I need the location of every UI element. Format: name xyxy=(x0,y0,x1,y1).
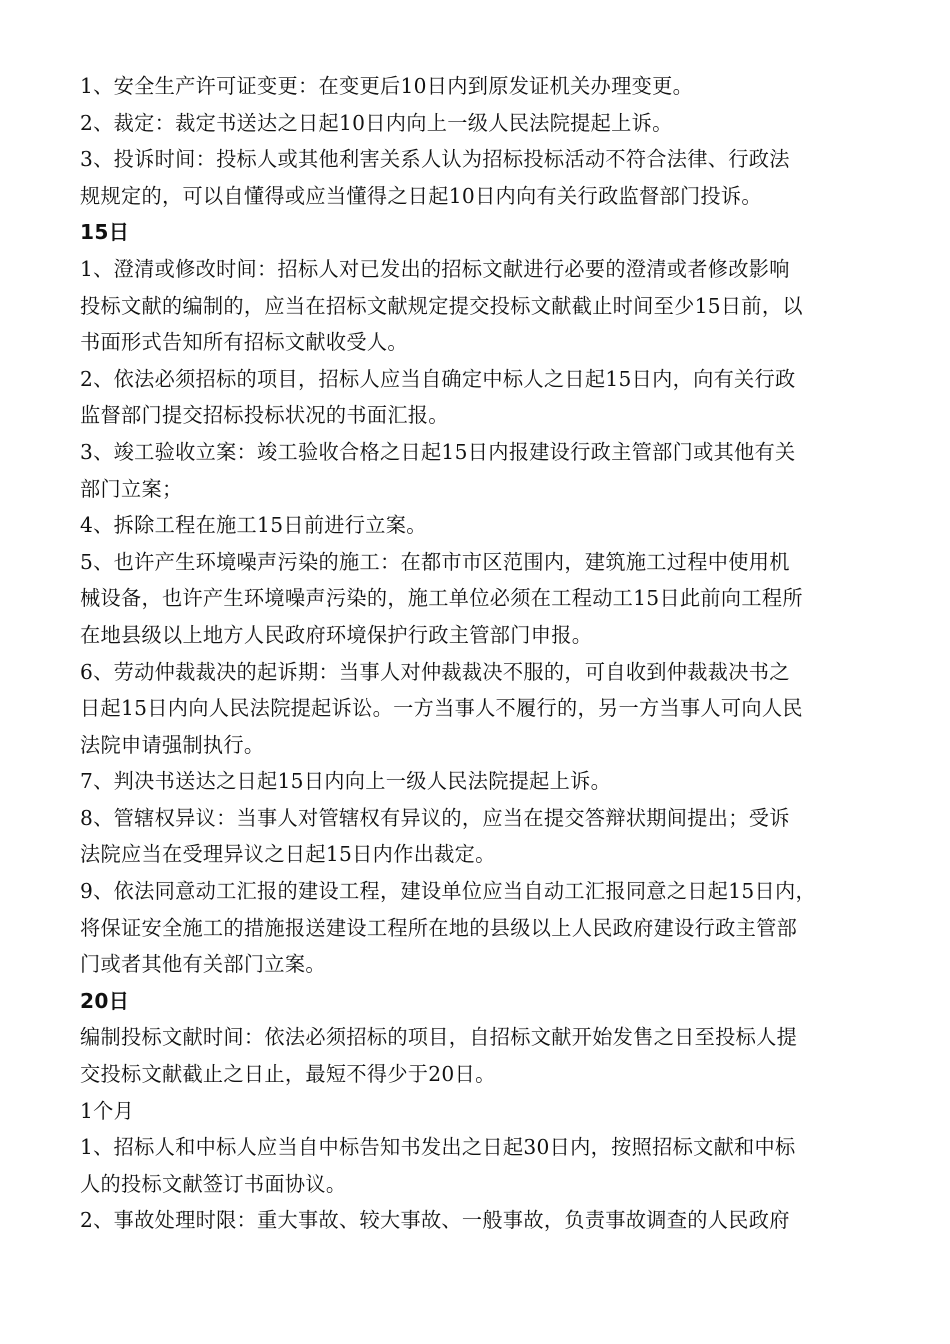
text-line-18: 日起15日内向人民法院提起诉讼。一方当事人不履行的，另一方当事人可向人民 xyxy=(80,696,803,721)
text-line-2: 2、裁定：裁定书送达之日起10日内向上一级人民法院提起上诉。 xyxy=(80,110,673,135)
text-line-8: 书面形式告知所有招标文献收受人。 xyxy=(80,330,408,355)
text-line-24: 将保证安全施工的措施报送建设工程所在地的县级以上人民政府建设行政主管部 xyxy=(80,915,798,940)
text-line-4: 规规定的，可以自懂得或应当懂得之日起10日内向有关行政监督部门投诉。 xyxy=(80,183,762,208)
text-line-21: 8、管辖权异议：当事人对管辖权有异议的，应当在提交答辩状期间提出；受诉 xyxy=(80,805,790,830)
text-line-32: 2、事故处理时限：重大事故、较大事故、一般事故，负责事故调查的人民政府 xyxy=(80,1208,790,1233)
text-line-27: 编制投标文献时间：依法必须招标的项目，自招标文献开始发售之日至投标人提 xyxy=(80,1025,798,1050)
text-line-1: 1、安全生产许可证变更：在变更后10日内到原发证机关办理变更。 xyxy=(80,74,694,98)
text-line-12: 部门立案； xyxy=(80,476,183,501)
section-heading-20-days: 20日 xyxy=(80,988,130,1013)
text-line-10: 监督部门提交招标投标状况的书面汇报。 xyxy=(80,403,449,428)
text-line-13: 4、拆除工程在施工15日前进行立案。 xyxy=(80,513,427,538)
text-line-30: 1、招标人和中标人应当自中标告知书发出之日起30日内，按照招标文献和中标 xyxy=(80,1135,796,1160)
text-line-14: 5、也许产生环境噪声污染的施工：在都市市区范围内，建筑施工过程中使用机 xyxy=(80,549,790,574)
text-line-9: 2、依法必须招标的项目，招标人应当自确定中标人之日起15日内，向有关行政 xyxy=(80,366,796,391)
text-line-3: 3、投诉时间：投标人或其他利害关系人认为招标投标活动不符合法律、行政法 xyxy=(80,147,790,172)
text-line-22: 法院应当在受理异议之日起15日内作出裁定。 xyxy=(80,842,496,867)
section-heading-15-days: 15日 xyxy=(80,220,130,245)
text-line-7: 投标文献的编制的，应当在招标文献规定提交投标文献截止时间至少15日前，以 xyxy=(80,293,803,318)
text-line-17: 6、劳动仲裁裁决的起诉期：当事人对仲裁裁决不服的，可自收到仲裁裁决书之 xyxy=(80,659,790,684)
text-line-16: 在地县级以上地方人民政府环境保护行政主管部门申报。 xyxy=(80,622,593,647)
text-line-28: 交投标文献截止之日止，最短不得少于20日。 xyxy=(80,1062,496,1087)
text-line-20: 7、判决书送达之日起15日内向上一级人民法院提起上诉。 xyxy=(80,769,612,794)
section-label-1-month: 1个月 xyxy=(80,1098,135,1123)
text-line-6: 1、澄清或修改时间：招标人对已发出的招标文献进行必要的澄清或者修改影响 xyxy=(80,256,790,281)
text-line-25: 门或者其他有关部门立案。 xyxy=(80,952,326,977)
text-line-15: 械设备，也许产生环境噪声污染的，施工单位必须在工程动工15日此前向工程所 xyxy=(80,586,803,611)
text-line-23: 9、依法同意动工汇报的建设工程，建设单位应当自动工汇报同意之日起15日内， xyxy=(80,879,817,904)
text-line-19: 法院申请强制执行。 xyxy=(80,732,265,757)
text-line-11: 3、竣工验收立案：竣工验收合格之日起15日内报建设行政主管部门或其他有关 xyxy=(80,439,796,464)
text-line-31: 人的投标文献签订书面协议。 xyxy=(80,1171,347,1196)
